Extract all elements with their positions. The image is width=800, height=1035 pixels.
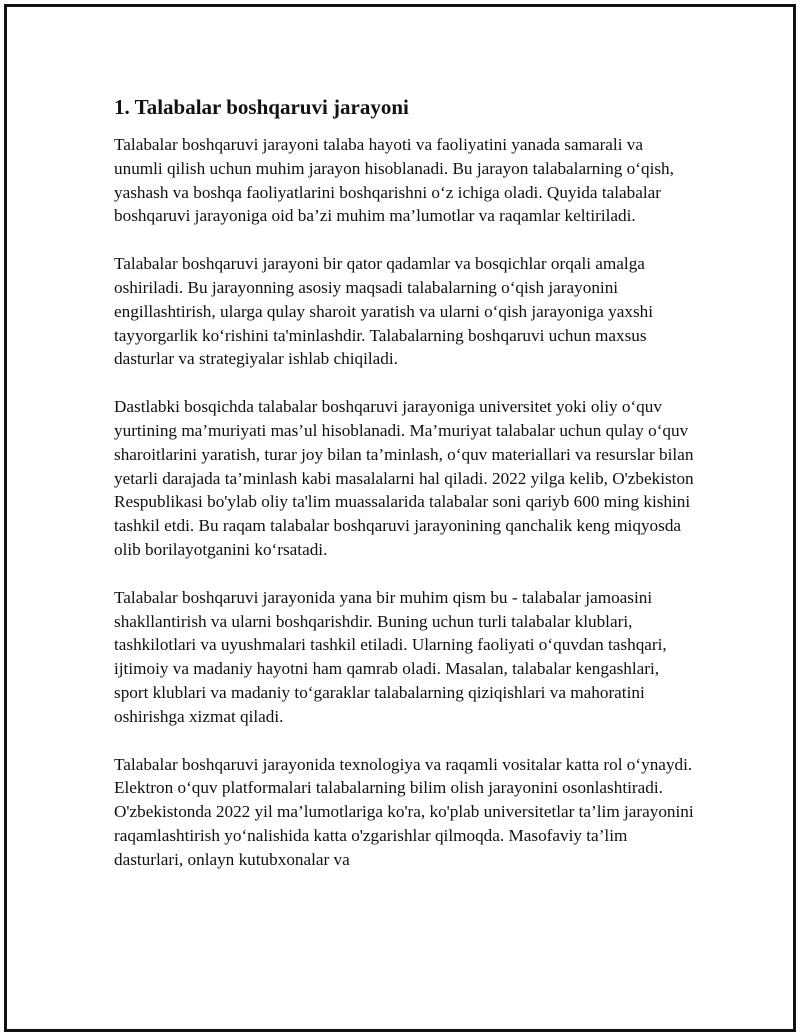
paragraph-4: Talabalar boshqaruvi jarayonida yana bir muhim qism bu - talabalar jamoasini shakllantirish va ularni boshqarishdir. Buning uchun turli talabalar klublari, tashkilotlari va uyushmalari tashkil etiladi. Ularning faoliyati o‘quvdan tashqari, ijtimoiy va madaniy hayotni ham qamrab oladi. Masalan, talabalar kengashlari, sport klublari va madaniy to‘garaklar talabalarning qiziqishlari va mahoratini oshirishga xizmat qiladi. — [114, 587, 667, 726]
paragraph-2: Talabalar boshqaruvi jarayoni bir qator qadamlar va bosqichlar orqali amalga oshiriladi. Bu jarayonning asosiy maqsadi talabalarning o‘qish jarayonini engillashtirish, ularga qulay sharoit yaratish va ularni o‘qish jarayoniga yaxshi tayyorgarlik ko‘rishini ta'minlashdir. Talabalarning boshqaruvi uchun maxsus dasturlar va strategiyalar ishlab chiqiladi. — [114, 254, 654, 369]
paragraph-1: Talabalar boshqaruvi jarayoni talaba hayoti va faoliyatini yanada samarali va unumli qilish uchun muhim jarayon hisoblanadi. Bu jarayon talabalarning o‘qish, yashash va boshqa faoliyatlarini boshqarishni o‘z ichiga oladi. Quyida talabalar boshqaruvi jarayoniga oid ba’zi muhim ma’lumotlar va raqamlar keltiriladi. — [114, 135, 674, 226]
document-body — [114, 93, 694, 896]
paragraph-5: Talabalar boshqaruvi jarayonida texnologiya va raqamli vositalar katta rol o‘ynaydi. Elektron o‘quv platformalari talabalarning bilim olish jarayonini osonlashtiradi. O'zbekistonda 2022 yil ma’lumotlariga ko'ra, ko'plab universitetlar ta’lim jarayonini raqamlashtirish yo‘nalishida katta o'zgarishlar qilmoqda. Masofaviy ta’lim dasturlari, onlayn kutubxonalar va — [114, 754, 694, 869]
paragraph-3: Dastlabki bosqichda talabalar boshqaruvi jarayoniga universitet yoki oliy o‘quv yurtining ma’muriyati mas’ul hisoblanadi. Ma’muriyat talabalar uchun qulay o‘quv sharoitlarini yaratish, turar joy bilan ta’minlash, o‘quv materiallari va resurslar bilan yetarli darajada ta’minlash kabi masalalarni hal qiladi. 2022 yilga kelib, O'zbekiston Respublikasi bo'ylab oliy ta'lim muassalarida talabalar soni qariyb 600 ming kishini tashkil etdi. Bu raqam talabalar boshqaruvi jarayonining qanchalik keng miqyosda olib borilayotganini ko‘rsatadi. — [114, 397, 694, 559]
section-heading: 1. Talabalar boshqaruvi jarayoni — [114, 95, 409, 119]
